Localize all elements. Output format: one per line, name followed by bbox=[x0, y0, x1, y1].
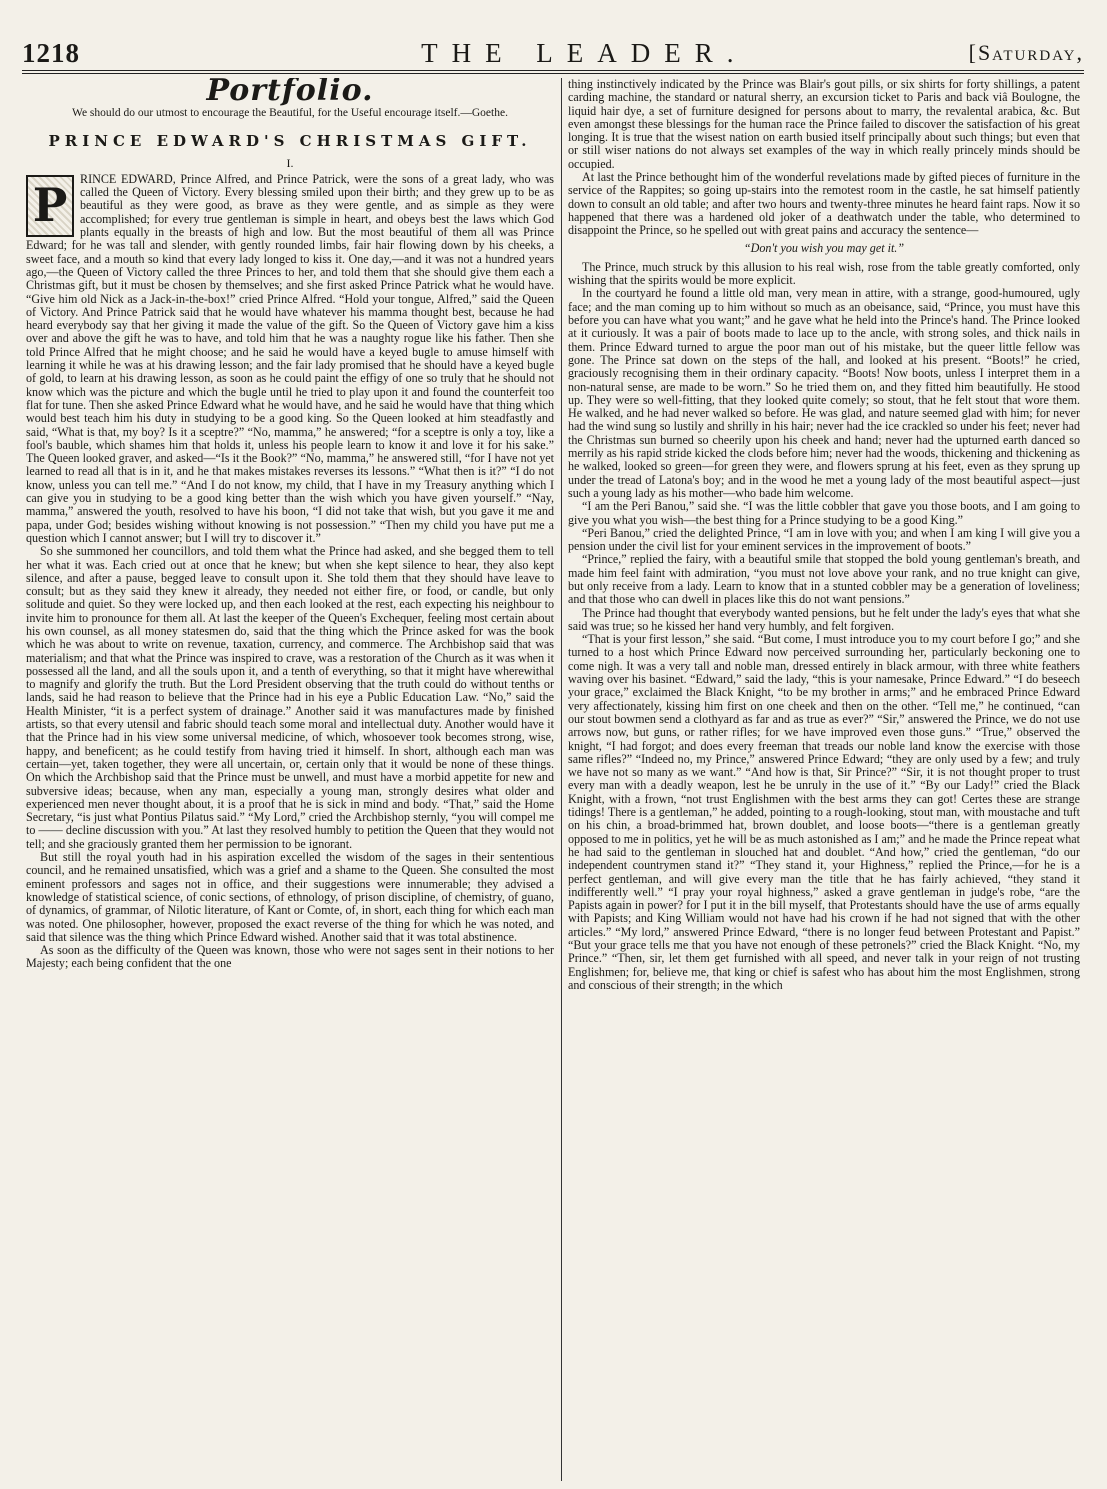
page-number: 1218 bbox=[22, 37, 80, 68]
right-column bbox=[568, 78, 1080, 1481]
paragraph: In the courtyard he found a little old man, very mean in attire, with a strange, good-humoured, ugly face; and the man coming up to him without so much as an obeisance, said, “Prince, you must have this before you can have what you want;” and he gave what he held into the Prince's hand. The Prince looked at it curiously. It was a pair of boots made to lace up to the ancle, with strong soles, and thick nails in them. Prince Edward turned to argue the poor man out of his mistake, but the queer little fellow was gone. The Prince sat down on the steps of the hall, and looked at his present. “Boots!” he cried, graciously recognising them in their ordinary capacity. “Boots! Now boots, unless I interpret them in a non-natural sense, are made to be worn.” So he tried them on, and they fitted him beautifully. He stood up. They were so well-fitting, that they looked quite comely; so stout, that he felt stout that wore them. He walked, and he had never walked so before. He was glad, and nature seemed glad with him; for never had the wind sung so lustily and shrilly in his hair; never had the ice crackled so under his feet; never had the Christmas sun burned so cheerily upon his cheek and hand; never had the upturned earth danced so merrily as his rapid stride kicked the clods before him; never had the woods, thickening and thickening as he walked, looked so green—for green they were, and flowers sprung at his feet, even as they sprung up under the tread of Latona's boy; and in the wood he met a young lady of the most beautiful aspect—just such a young lady as his mother—who bade him welcome. bbox=[568, 286, 1080, 500]
paragraph: RINCE EDWARD, Prince Alfred, and Prince Patrick, were the sons of a great lady, who was called the Queen of Victory. Every blessing smiled upon their birth; and they grew up to be as beautiful as they were good, as brave as they were gentle, and as simple as they were accomplished; for every true gentleman is simple in heart, and obeys best the laws which God plants equally in the breasts of high and low. But the most beautiful of them all was Prince Edward; for he was tall and slender, with gently rounded limbs, fair hair flowing down by his cheeks, a sweet face, and a mouth so kind that every lady longed to kiss it. One day,—and it was not a hundred years ago,—the Queen of Victory called the three Princes to her, and told them that she should give them each a Christmas gift, but it must be chosen by themselves; and she first asked Prince Patrick what he would have. “Give him old Nick as a Jack-in-the-box!” cried Prince Alfred. “Hold your tongue, Alfred,” said the Queen of Victory. And Prince Patrick said that he would have whatever his mamma thought best, because he had heard everybody say that her giving it made the value of the gift. So the Queen of Victory gave him a kiss over and above the gift he was to have, and told him that he was a naughty rogue like his father. Then she told Prince Alfred that he might choose; and he said he would have a keyed bugle to amuse himself with learning it while he was at his drawing lesson; and the fair lady promised that he should have a keyed bugle of gold, to learn at his drawing lesson, as soon as he could paint the effigy of one so truly that he should not know which was the picture and which the bugle until he tried to play upon it and found the counterfeit too flat for tune. Then she asked Prince Edward what he would have, and he said he would have that thing which would best teach him his duty in studying to be a good king. So the Queen looked at him steadfastly and said, “What is that, my boy? Is it a sceptre?” “No, mamma,” he answered; “for a sceptre is only a toy, like a fool's bauble, which shames him that holds it, unless his people learn to know it and love it for his sake.” The Queen looked graver, and asked—“Is it the Book?” “No, mamma,” he answered still, “for I have not yet learned to read all that is in it, and he that makes mistakes reverses its lessons.” “What then is it?” “I do not know, unless you can tell me.” “And I do not know, my child, that I have in my Treasury anything which I can give you in studying to be a good king better than the wish which you have given yourself.” “Nay, mamma,” answered the youth, resolved to have his boon, “I did not take that wish, but you gave it me and papa, under God; besides wishing without knowing is not possession.” “Then my child you have put me a question which I cannot answer; but I will try to discover it.” bbox=[26, 171, 554, 545]
paragraph: “Prince,” replied the fairy, with a beautiful smile that stopped the bold young gentleman's breath, and made him feel faint with admiration, “you must not love above your rank, and no true knight can give, but only receive from a lady. Learn to know that in a stunted cobbler may be a generation of loveliness; and that those who can dwell in places like this do not want pensions.” bbox=[568, 552, 1080, 607]
paragraph: As soon as the difficulty of the Queen was known, those who were not sages sent in their notions to her Majesty; each being confident that the one bbox=[26, 943, 554, 971]
paragraph: The Prince, much struck by this allusion to his real wish, rose from the table greatly comforted, only wishing that the spirits would be more explicit. bbox=[568, 259, 1080, 288]
section-motto: We should do our utmost to encourage the Beautiful, for the Useful encourage itself.—Goethe. bbox=[72, 107, 508, 120]
paragraph: thing instinctively indicated by the Prince was Blair's gout pills, or six shirts for forty shillings, a patent carding machine, the standard or natural sherry, an excursion ticket to Paris and back viâ Boulogne, the liquid hair dye, a set of furniture designed for persons about to marry, the revalental arabica, &c. But even amongst these blessings for the human race the Prince failed to discover the satisfaction of his great longing. It is true that the wisest nation on earth busied itself principally about such things; but even that or still wiser nations do not always set examples of the way in which really princely minds should be occupied. bbox=[568, 78, 1080, 171]
paragraph: “Peri Banou,” cried the delighted Prince, “I am in love with you; and when I am king I will give you a pension under the civil list for your eminent services in the improvement of boots.” bbox=[568, 525, 1080, 554]
drop-cap: P bbox=[26, 175, 74, 237]
chapter-number: I. bbox=[286, 155, 294, 170]
paragraph: The Prince had thought that everybody wanted pensions, but he felt under the lady's eyes that what she said was true; so he kissed her hand very humbly, and felt forgiven. bbox=[568, 605, 1080, 633]
column-divider bbox=[561, 78, 562, 1481]
left-column bbox=[26, 78, 554, 1481]
story-title: PRINCE EDWARD'S CHRISTMAS GIFT. bbox=[48, 132, 532, 151]
masthead-rule bbox=[22, 73, 1084, 74]
masthead bbox=[22, 36, 1084, 71]
table-quote: “Don't you wish you may get it.” bbox=[743, 240, 905, 255]
paragraph: But still the royal youth had in his aspiration excelled the wisdom of the sages in their sententious council, and he remained unsatisfied, which was a grief and a shame to the Queen. She consulted the most eminent professors and sages not in office, and their suggestions were innumerable; they advised a knowledge of statistical science, of conic sections, of ethnology, of prison discipline, of chemistry, of guano, of dynamics, of grammar, of Nilotic literature, of Kant or Comte, of, in short, each thing for which each man was noted. One philosopher, however, proposed the exact reverse of the thing for which he was noted, and said that silence was the thing which Prince Edward wished. Another said that it was total abstinence. bbox=[26, 850, 554, 944]
newspaper-title: THE LEADER. bbox=[421, 37, 748, 68]
paragraph: At last the Prince bethought him of the wonderful revelations made by gifted pieces of furniture in the service of the Rappites; so going up-stairs into the remotest room in the castle, he sat himself patiently down to consult an old table; and after two hours and twenty-three minutes he heard faint raps. Now it so happened that there was a hardened old joker of a deathwatch under the table, who determined to disappoint the Prince, so he spelled out with great pains and accuracy the sentence— bbox=[568, 170, 1080, 238]
paragraph: “That is your first lesson,” she said. “But come, I must introduce you to my court before I go;” and she turned to a host which Prince Edward now perceived surrounding her, particularly beckoning one to come nigh. It was a very tall and noble man, dressed entirely in black armour, with three white feathers waving over his basinet. “Edward,” said the lady, “this is your namesake, Prince Edward.” “I do beseech your grace,” exclaimed the Black Knight, “to be my brother in arms;” and he embraced Prince Edward very affectionately, kissing him first on one cheek and then on the other. “Tell me,” he continued, “can our stout bowmen send a clothyard as far and as true as ever?” “Sir,” answered the Prince, we do not use arrows now, but guns, or rather rifles; for we have improved even those guns.” “True,” observed the knight, “I had forgot; and does every freeman that treads our noble land know the exercise with those same rifles?” “Indeed no, my Prince,” answered Prince Edward; “they are only used by a few; and truly we have not so many as we want.” “And how is that, Sir Prince?” “Sir, it is not thought proper to trust every man with a deadly weapon, lest he be unruly in the use of it.” “By our Lady!” cried the Black Knight, with a frown, “not trust Englishmen with the best arms they can got! Certes these are strange tidings! There is a gentleman,” he added, pointing to a rough-looking, stout man, with moustache and tuft on his chin, a broad-brimmed hat, brown doublet, and loose boots—“there is a gentleman greatly opposed to me in politics, yet he will be as much astonished as I am;” and he made the Prince repeat what he had said to the gentleman in slouched hat and doublet. “And how,” cried the gentleman, “do our independent countrymen stand it?” “They stand it, your Highness,” replied the Prince,—for he is a perfect gentleman, and will give every man the title that he has fairly achieved, “they stand it indifferently well.” “I pray your royal highness,” asked a grave gentleman in judge's robe, “are the Papists again in power? for I put it in the bill myself, that Protestants should have the use of arms equally with Papists; and King William would not have had his crown if he had not signed that with the other articles.” “My lord,” answered Prince Edward, “there is no longer feud between Protestant and Papist.” “But your grace tells me that you have not enough of these petronels?” cried the Black Knight. “No, my Prince.” “Then, sir, let them get furnished with all speed, and never talk in your reign of not trusting Englishmen; for, believe me, that king or chief is safest who has about him the most Englishmen, strong and conscious of their strength; in the which bbox=[568, 632, 1080, 992]
paragraph: So she summoned her councillors, and told them what the Prince had asked, and she begged them to tell her what it was. Each cried out at once that he knew; but when she kept silence to hear, they also kept silence, and after a pause, begged leave to consult upon it. She told them that they should have leave to consult; but as they said they knew it already, they needed not either fire, or food, or candle, but only solitude and quiet. So they were locked up, and then each looked at the rest, each expecting his neighbour to invite him to pronounce for them all. At last the keeper of the Queen's Exchequer, feeling most certain about his own counsel, as all money statesmen do, said that the thing which the Prince asked for was the book which he was about to write on revenue, taxation, currency, and commerce. The Archbishop said that was materialism; and that what the Prince was inspired to crave, was a restoration of the Church as it was when it possessed all the land, and all the souls upon it, and a tenth of everything, so that it might have wherewithal to magnify and glorify the truth. But the Lord President observing that the truth could do without tenths or lands, said he had reason to believe that the Prince had in his eye a Public Education Law. “No,” said the Health Minister, “it is a perfect system of drainage.” Another said it was manufactures made by finished artists, so that every utensil and fabric should teach some moral and intellectual duty. Another would have it that the Prince had in his view some universal medicine, of which, whosoever took becomes strong, wise, happy, and beneficent; as he could testify from having tried it himself. In short, although each man was certain—yet, taken together, they were all uncertain, or, certain only that it would be none of these things. On which the Archbishop said that the Prince must be unwell, and must have a morbid appetite for new and subversive ideas; because, when any man, especially a young man, strongly desires what older and experienced men never thought about, it is a proof that he is sick in mind and body. “That,” said the Home Secretary, “is just what Pontius Pilatus said.” “My Lord,” cried the Archbishop sternly, “you will compel me to —— decline discussion with you.” At last they resolved humbly to petition the Queen that they would not tell; and she graciously granted them her permission to be ignorant. bbox=[26, 544, 554, 851]
section-title: Portfolio. bbox=[206, 78, 374, 108]
paragraph: “I am the Peri Banou,” said she. “I was the little cobbler that gave you those boots, and I am going to give you what you wish—the best thing for a Prince studying to be a good King.” bbox=[568, 499, 1080, 527]
issue-day: [Saturday, bbox=[968, 40, 1084, 65]
